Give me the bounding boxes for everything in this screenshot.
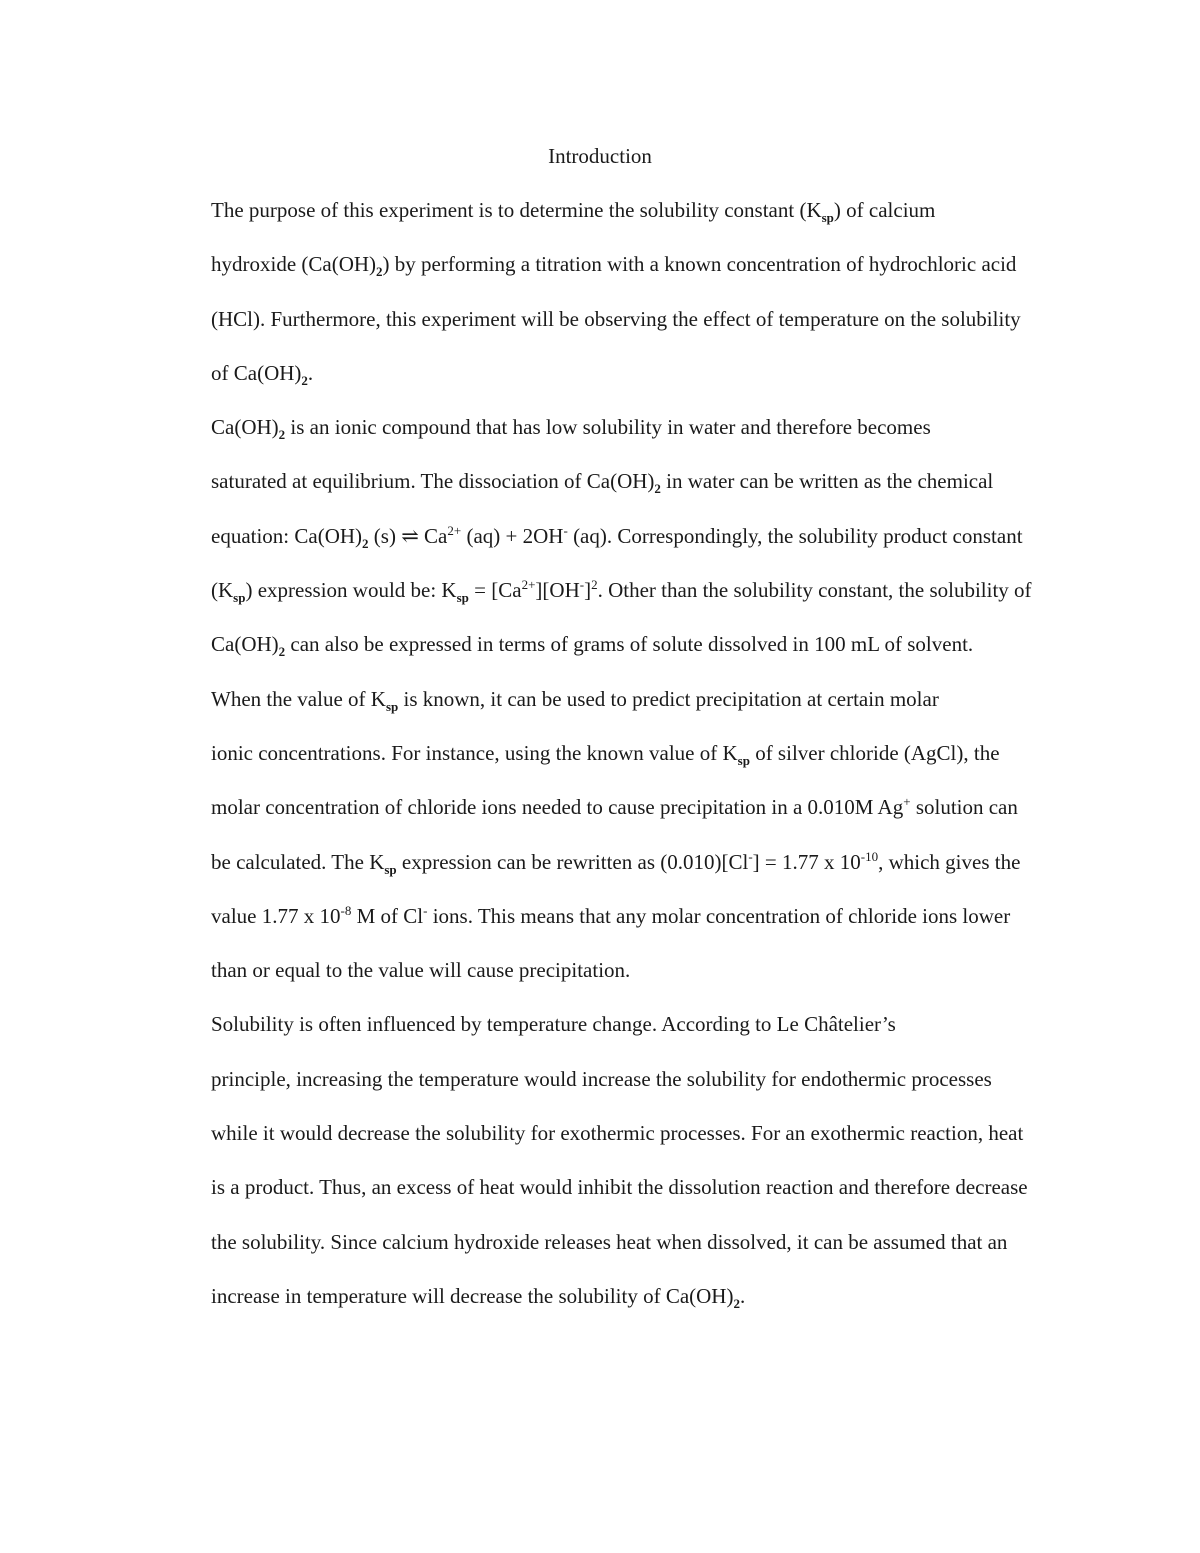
text-line (141, 889, 1061, 943)
text-run: (HCl). Furthermore, this experiment will be observing the effect of temperature on the solubility (211, 306, 1021, 331)
text-line (141, 454, 1061, 508)
text-run: . (739, 1283, 746, 1308)
text-run: molar concentration of chloride ions needed to cause precipitation in a 0.010M Ag (211, 795, 904, 820)
superscript: 2+ (447, 522, 462, 538)
text-run: principle, increasing the temperature would increase the solubility for endothermic processes (211, 1066, 992, 1091)
text-run: be calculated. The K (211, 849, 385, 874)
subscript: 2 (278, 644, 286, 660)
text-line (141, 672, 1061, 726)
text-run: equation: Ca(OH) (211, 523, 363, 548)
subscript: 2 (654, 481, 661, 497)
text-line (141, 780, 1061, 834)
subscript: sp (737, 752, 750, 768)
text-line (141, 183, 1061, 237)
text-run: (aq). Correspondingly, the solubility product constant (567, 523, 1023, 548)
text-line (141, 237, 1061, 291)
text-line (141, 617, 1061, 671)
subscript: sp (456, 590, 469, 606)
paragraph (141, 400, 1061, 671)
subscript: sp (385, 698, 399, 714)
paragraph (141, 672, 1061, 998)
text-line (141, 997, 1061, 1051)
subscript: 2 (376, 264, 383, 280)
subscript: sp (384, 861, 397, 877)
text-line (141, 943, 1061, 997)
superscript: - (563, 522, 568, 538)
text-run: , which gives the (878, 849, 1021, 874)
subscript: 2 (278, 427, 286, 443)
superscript: -10 (860, 848, 879, 864)
text-run: Solubility is often influenced by temperature change. According to Le Châtelier’s (211, 1012, 896, 1037)
text-line (141, 726, 1061, 780)
text-run: in water can be written as the chemical (660, 469, 994, 494)
text-run: of Ca(OH) (211, 360, 302, 385)
text-run: ] = 1.77 x 10 (752, 849, 861, 874)
text-run: When the value of K (211, 686, 386, 711)
text-line (141, 346, 1061, 400)
text-line (141, 1052, 1061, 1106)
superscript: -8 (340, 902, 352, 918)
subscript: 2 (362, 535, 369, 551)
text-run: value 1.77 x 10 (211, 903, 341, 928)
subscript: 2 (733, 1295, 740, 1311)
subscript: sp (233, 590, 246, 606)
superscript: + (903, 794, 911, 810)
text-line (141, 1215, 1061, 1269)
text-run: . Other than the solubility constant, the solubility of (597, 578, 1032, 603)
text-run: is an ionic compound that has low solubility in water and therefore becomes (285, 415, 931, 440)
text-run: can also be expressed in terms of grams of solute dissolved in 100 mL of solvent. (285, 632, 974, 657)
text-line (141, 1269, 1061, 1323)
text-run: (aq) + 2OH (461, 523, 564, 548)
text-line (141, 563, 1061, 617)
text-run: Ca(OH) (211, 632, 279, 657)
text-line (141, 1160, 1061, 1214)
text-line (141, 1106, 1061, 1160)
text-run: ionic concentrations. For instance, using the known value of K (211, 740, 738, 765)
text-run: than or equal to the value will cause precipitation. (211, 958, 631, 983)
text-run: ) expression would be: K (245, 578, 457, 603)
superscript: 2 (591, 577, 598, 593)
text-line (141, 400, 1061, 454)
document-body (141, 183, 1061, 1323)
text-line (141, 509, 1061, 563)
text-run: solution can (910, 795, 1018, 820)
text-run: ][OH (535, 578, 580, 603)
text-run: hydroxide (Ca(OH) (211, 252, 377, 277)
text-run: is known, it can be used to predict precipitation at certain molar (398, 686, 939, 711)
text-run: ) by performing a titration with a known concentration of hydrochloric acid (382, 252, 1017, 277)
text-run: of silver chloride (AgCl), the (749, 740, 1000, 765)
superscript: - (579, 577, 585, 593)
text-line (141, 835, 1061, 889)
text-run: (s) ⇌ Ca (368, 523, 448, 548)
text-run: expression can be rewritten as (0.010)[Cl (396, 849, 749, 874)
superscript: - (748, 848, 753, 864)
text-run: . (307, 360, 314, 385)
text-run: is a product. Thus, an excess of heat would inhibit the dissolution reaction and therefore decrease (211, 1175, 1028, 1200)
text-line (141, 292, 1061, 346)
text-run: increase in temperature will decrease the solubility of Ca(OH) (211, 1283, 734, 1308)
subscript: 2 (301, 372, 308, 388)
superscript: - (423, 902, 428, 918)
page-title: Introduction (548, 144, 652, 168)
text-run: the solubility. Since calcium hydroxide releases heat when dissolved, it can be assumed that an (211, 1229, 1008, 1254)
text-run: M of Cl (351, 903, 424, 928)
text-run: The purpose of this experiment is to determine the solubility constant (K (211, 198, 822, 222)
text-run: ] (584, 578, 592, 603)
paragraph (141, 183, 1061, 400)
text-run: saturated at equilibrium. The dissociation of Ca(OH) (211, 469, 655, 494)
superscript: 2+ (521, 577, 536, 593)
text-run: ) of calcium (833, 198, 936, 222)
text-run: ions. This means that any molar concentration of chloride ions lower (427, 903, 1011, 928)
subscript: sp (821, 210, 834, 225)
text-run: = [Ca (468, 578, 522, 603)
text-run: Ca(OH) (211, 415, 279, 440)
text-run: while it would decrease the solubility for exothermic processes. For an exothermic reaction, heat (211, 1121, 1024, 1146)
text-run: (K (211, 578, 234, 603)
paragraph (141, 997, 1061, 1323)
